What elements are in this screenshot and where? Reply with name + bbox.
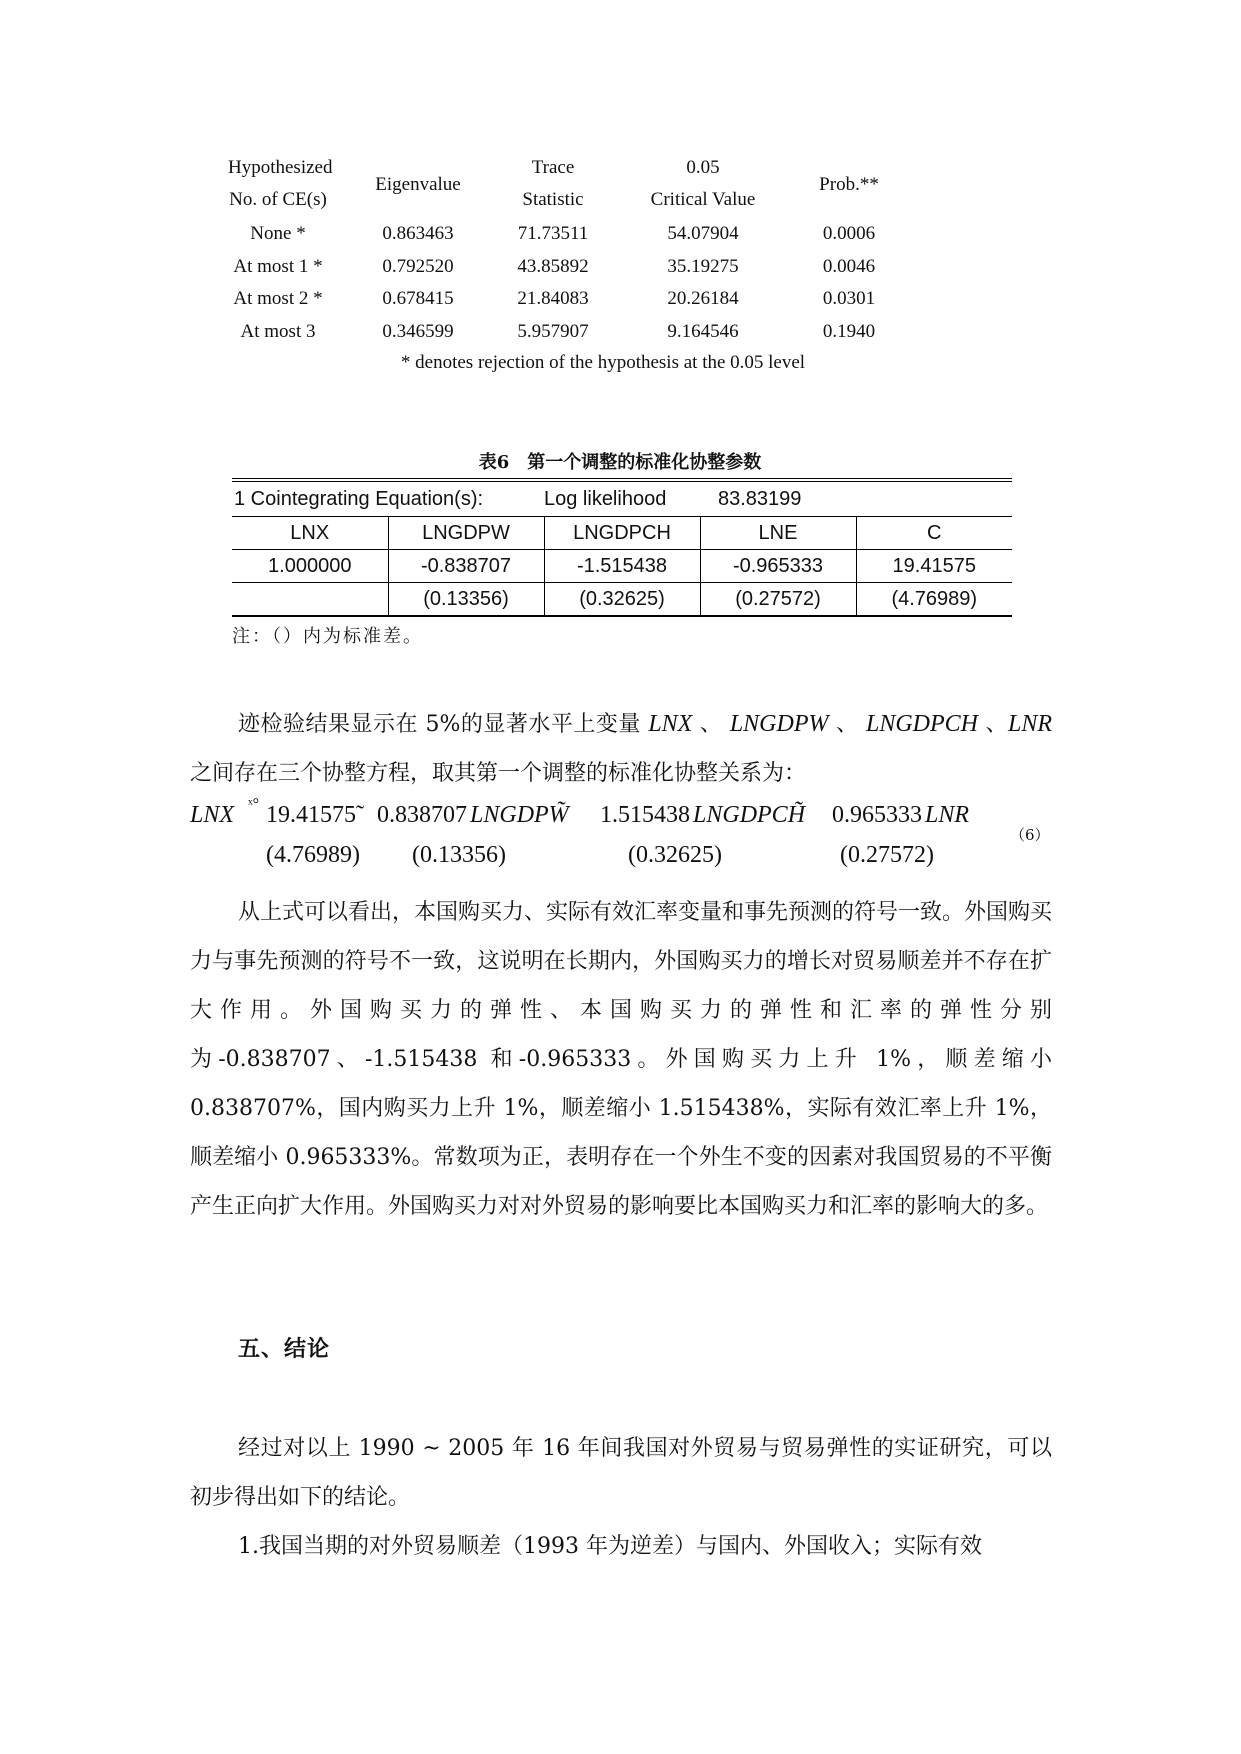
section-title-conclusion: 五、结论 <box>238 1336 331 1362</box>
table6-coef-row <box>232 550 1012 583</box>
eq-var-lngdpch: LNGDPCH̃ <box>693 802 806 828</box>
table-cell: At most 2 * <box>233 288 323 309</box>
eq-var-lnr: LNR <box>925 802 970 828</box>
table-cell: 1.000000 <box>232 550 388 583</box>
table-cell: 0.863463 <box>382 223 454 244</box>
eq-symbol: ˣ° <box>248 796 260 813</box>
table-cell: 43.85892 <box>517 255 589 277</box>
table6-col-header: LNGDPW <box>388 517 544 550</box>
table6-se-row <box>232 583 1012 616</box>
table6-col-header: LNGDPCH <box>544 517 700 550</box>
eq-number: （6） <box>1010 826 1050 844</box>
table-cell: At most 3 <box>240 320 316 342</box>
table-cell: 0.1940 <box>822 320 876 342</box>
eq-term-constant: 19.41575̃ <box>266 802 356 828</box>
header-critical-value <box>633 152 773 216</box>
para1-sep: 、 <box>692 712 730 737</box>
eq-coef-lnr: 0.965333 <box>832 802 922 828</box>
table6-col-header: LNX <box>232 517 388 550</box>
table-cell: (0.27572) <box>700 583 856 616</box>
header-trace-line2: Statistic <box>522 189 584 210</box>
paragraph-trace-result <box>190 700 1052 798</box>
table6-caption: 表6 第一个调整的标准化协整参数 <box>478 452 762 473</box>
eq-se-lnr: (0.27572) <box>840 842 934 868</box>
eq-se-lngdpch: (0.32625) <box>628 842 722 868</box>
paragraph-interpretation: 从上式可以看出，本国购买力、实际有效汇率变量和事先预测的符号一致。外国购买力与事先预测的符号不一致，这说明在长期内，外国购买力的增长对贸易顺差并不存在扩大作用。外国购买力的弹性、本国购买力的弹性和汇率的弹性分别为-0.838707、-1.515438 和-0.965333。外国购买力上升 1%，顺差缩小0.838707%，国内购买力上升 1%，顺差缩小 1.515438%，实际有效汇率上升 1%，顺差缩小 0.965333%。常数项为正，表明存在一个外生不变的因素对我国贸易的不平衡产生正向扩大作用。外国购买力对对外贸易的影响要比本国购买力和汇率的影响大的多。 <box>190 900 1053 1219</box>
table-cell: 20.26184 <box>667 288 739 309</box>
table-cell: At most 1 * <box>233 255 323 277</box>
table-row <box>228 283 918 316</box>
table-cell: -1.515438 <box>544 550 700 583</box>
table-row <box>228 251 918 284</box>
table-cell: 71.73511 <box>517 223 589 244</box>
table-row <box>228 316 918 349</box>
table-cell <box>232 583 388 616</box>
equation-6 <box>190 796 1070 882</box>
var-lngdpw: LNGDPW <box>729 711 829 737</box>
table-cell: -0.965333 <box>700 550 856 583</box>
table-cell: -0.838707 <box>388 550 544 583</box>
table6-eq-label: 1 Cointegrating Equation(s): <box>234 488 484 510</box>
eq-lhs: LNX <box>190 802 235 828</box>
header-prob: Prob.** <box>819 174 879 195</box>
table-cell: 0.678415 <box>382 288 454 309</box>
table-cell: (4.76989) <box>856 583 1012 616</box>
para1-text: 迹检验结果显示在 5%的显著水平上变量 <box>238 712 649 737</box>
paragraph-conclusion-intro: 经过对以上 1990 ~ 2005 年 16 年间我国对外贸易与贸易弹性的实证研究，可以初步得出如下的结论。 <box>190 1436 1052 1510</box>
para1-text-end: 之间存在三个协整方程，取其第一个调整的标准化协整关系为： <box>190 761 807 786</box>
table6 <box>232 478 1012 619</box>
eq-coef-lngdpw: 0.838707 <box>377 802 467 828</box>
eq-var-lngdpw: LNGDPW̃ <box>470 802 569 828</box>
header-hypothesized-line1: Hypothesized <box>228 157 333 178</box>
table-cell: 0.0006 <box>822 223 876 244</box>
trace-test-table <box>228 152 918 378</box>
table6-note: 注：（）内为标准差。 <box>232 626 423 647</box>
table6-loglik-label: Log likelihood <box>544 488 667 510</box>
table6-loglik-value: 83.83199 <box>718 488 802 510</box>
table-cell: 0.0301 <box>822 288 876 309</box>
table6-col-header: C <box>856 517 1012 550</box>
table-cell: (0.32625) <box>544 583 700 616</box>
trace-table-note: * denotes rejection of the hypothesis at the 0.05 level <box>400 352 806 373</box>
table-cell: 5.957907 <box>517 320 589 342</box>
table6-bottom-rule <box>232 616 1012 619</box>
table-cell: 0.346599 <box>382 320 454 342</box>
table6-header-row <box>232 517 1012 550</box>
trace-table-header <box>228 152 918 218</box>
header-hypothesized <box>228 152 333 216</box>
table-cell: 21.84083 <box>517 288 589 309</box>
table6-col-header: LNE <box>700 517 856 550</box>
para1-sep: 、 <box>828 712 866 737</box>
table-row <box>228 218 918 251</box>
para1-sep: 、 <box>978 712 1008 737</box>
table6-grid <box>232 517 1012 616</box>
header-critical-line1: 0.05 <box>686 157 720 178</box>
table-cell: 0.792520 <box>382 255 454 277</box>
var-lnr: LNR <box>1007 711 1052 737</box>
eq-se-constant: (4.76989) <box>266 842 360 868</box>
table-cell: (0.13356) <box>388 583 544 616</box>
eq-se-lngdpw: (0.13356) <box>412 842 506 868</box>
table-cell: 9.164546 <box>667 320 739 342</box>
table-cell: 54.07904 <box>667 223 739 244</box>
header-trace-statistic <box>503 152 603 216</box>
var-lngdpch: LNGDPCH <box>865 711 978 737</box>
header-hypothesized-line2: No. of CE(s) <box>229 189 327 210</box>
eq-coef-lngdpch: 1.515438 <box>600 802 690 828</box>
header-trace-line1: Trace <box>531 157 575 178</box>
var-lnx: LNX <box>648 711 693 737</box>
header-eigenvalue: Eigenvalue <box>375 174 461 195</box>
header-critical-line2: Critical Value <box>650 189 756 210</box>
paragraph-conclusion-1: 1.我国当期的对外贸易顺差（1993 年为逆差）与国内、外国收入；实际有效 <box>238 1534 982 1559</box>
table-cell: None * <box>250 223 306 244</box>
table-cell: 19.41575 <box>856 550 1012 583</box>
table-cell: 35.19275 <box>667 255 739 277</box>
table6-equation-row <box>232 482 1012 517</box>
table-cell: 0.0046 <box>822 255 876 277</box>
